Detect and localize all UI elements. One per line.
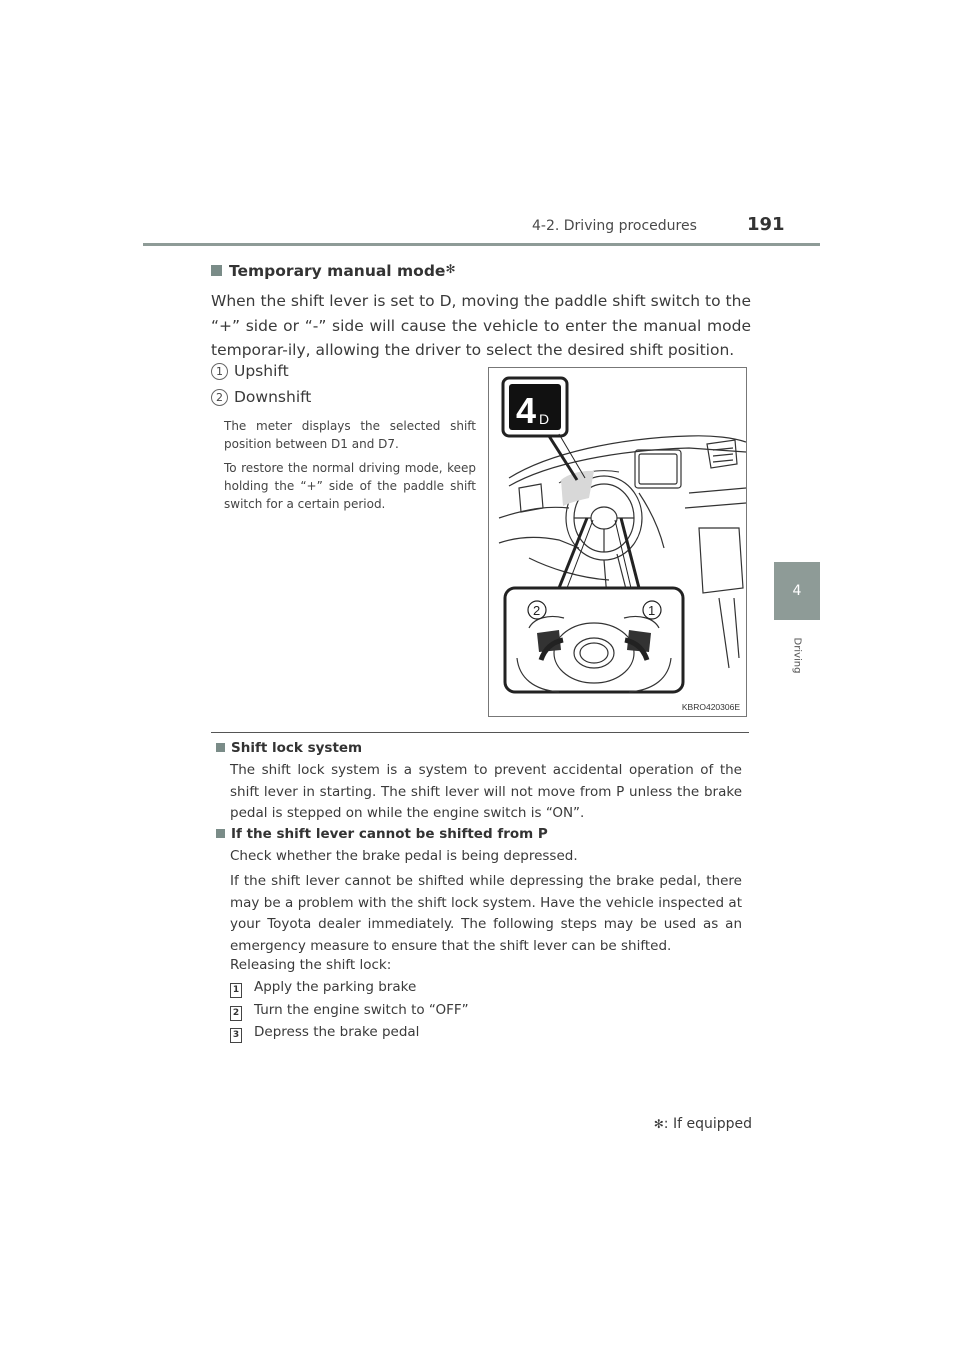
cannot-shift-heading: [216, 826, 548, 842]
step-box-1: 1: [230, 983, 242, 998]
footnote-mark: ✻: [653, 1117, 664, 1131]
shift-lock-text: The shift lock system is a system to prevent accidental operation of the shift lever in starting. The shift lever will not move from P unless the brake pedal is stepped on while the engine switch is “ON”.: [230, 762, 742, 821]
cannot-shift-title: If the shift lever cannot be shifted from P: [231, 826, 548, 842]
cockpit-drawing: [489, 368, 746, 716]
section-separator: [211, 732, 749, 733]
release-step-2: [230, 1002, 469, 1021]
paddle-shift-illustration: [488, 367, 747, 717]
shift-lock-title: Shift lock system: [231, 740, 363, 756]
release-step-1-text: Apply the parking brake: [254, 979, 417, 995]
release-step-2-text: Turn the engine switch to “OFF”: [254, 1002, 469, 1018]
section-heading: [211, 262, 456, 280]
cannot-shift-check: Check whether the brake pedal is being depressed.: [230, 848, 578, 864]
chapter-label-area: [774, 620, 820, 702]
display-sub: D: [539, 411, 550, 427]
section-title: 4-2. Driving procedures: [532, 218, 697, 234]
release-step-3: [230, 1024, 419, 1043]
equipped-mark: ✻: [445, 262, 456, 276]
note-restore: To restore the normal driving mode, keep holding the “+” side of the paddle shift switch for a certain period.: [224, 461, 476, 511]
step-box-3: 3: [230, 1028, 242, 1043]
step-number-1: 1: [211, 363, 228, 380]
intro-paragraph: When the shift lever is set to D, moving the paddle shift switch to the “+” side or “-” side will cause the vehicle to enter the manual mode temporar-ily, allowing the driver to select the desired shift position.: [211, 292, 751, 359]
callout-2: 2: [533, 603, 541, 618]
step-label-downshift: Downshift: [234, 388, 312, 406]
heading-text: Temporary manual mode: [229, 262, 446, 280]
square-bullet-icon: [216, 743, 225, 752]
step-upshift: [211, 362, 289, 380]
release-step-1: [230, 979, 416, 998]
header-rule: [143, 243, 820, 246]
chapter-tab[interactable]: [774, 562, 820, 620]
footnote: [654, 1116, 752, 1132]
chapter-label: Driving: [791, 637, 803, 674]
step-label-upshift: Upshift: [234, 362, 289, 380]
callout-1: 1: [648, 603, 656, 618]
display-digit: 4: [516, 390, 537, 431]
square-bullet-icon: [211, 265, 222, 276]
step-box-2: 2: [230, 1006, 242, 1021]
release-step-3-text: Depress the brake pedal: [254, 1024, 420, 1040]
page-number: 191: [747, 214, 785, 235]
shift-lock-heading: [216, 740, 362, 756]
cannot-shift-detail: If the shift lever cannot be shifted while depressing the brake pedal, there may be a problem with the shift lock system. Have the vehicle inspected at your Toyota dealer immediately. The following steps may be used as an emergency measure to ensure that the shift lever can be shifted.: [230, 873, 742, 954]
chapter-number: 4: [792, 583, 802, 599]
square-bullet-icon: [216, 829, 225, 838]
footnote-text: : If equipped: [663, 1116, 752, 1132]
figure-code: KBRO420306E: [681, 702, 740, 712]
step-number-2: 2: [211, 389, 228, 406]
releasing-label: Releasing the shift lock:: [230, 957, 392, 973]
step-downshift: [211, 388, 311, 406]
note-meter: The meter displays the selected shift position between D1 and D7.: [224, 419, 476, 451]
